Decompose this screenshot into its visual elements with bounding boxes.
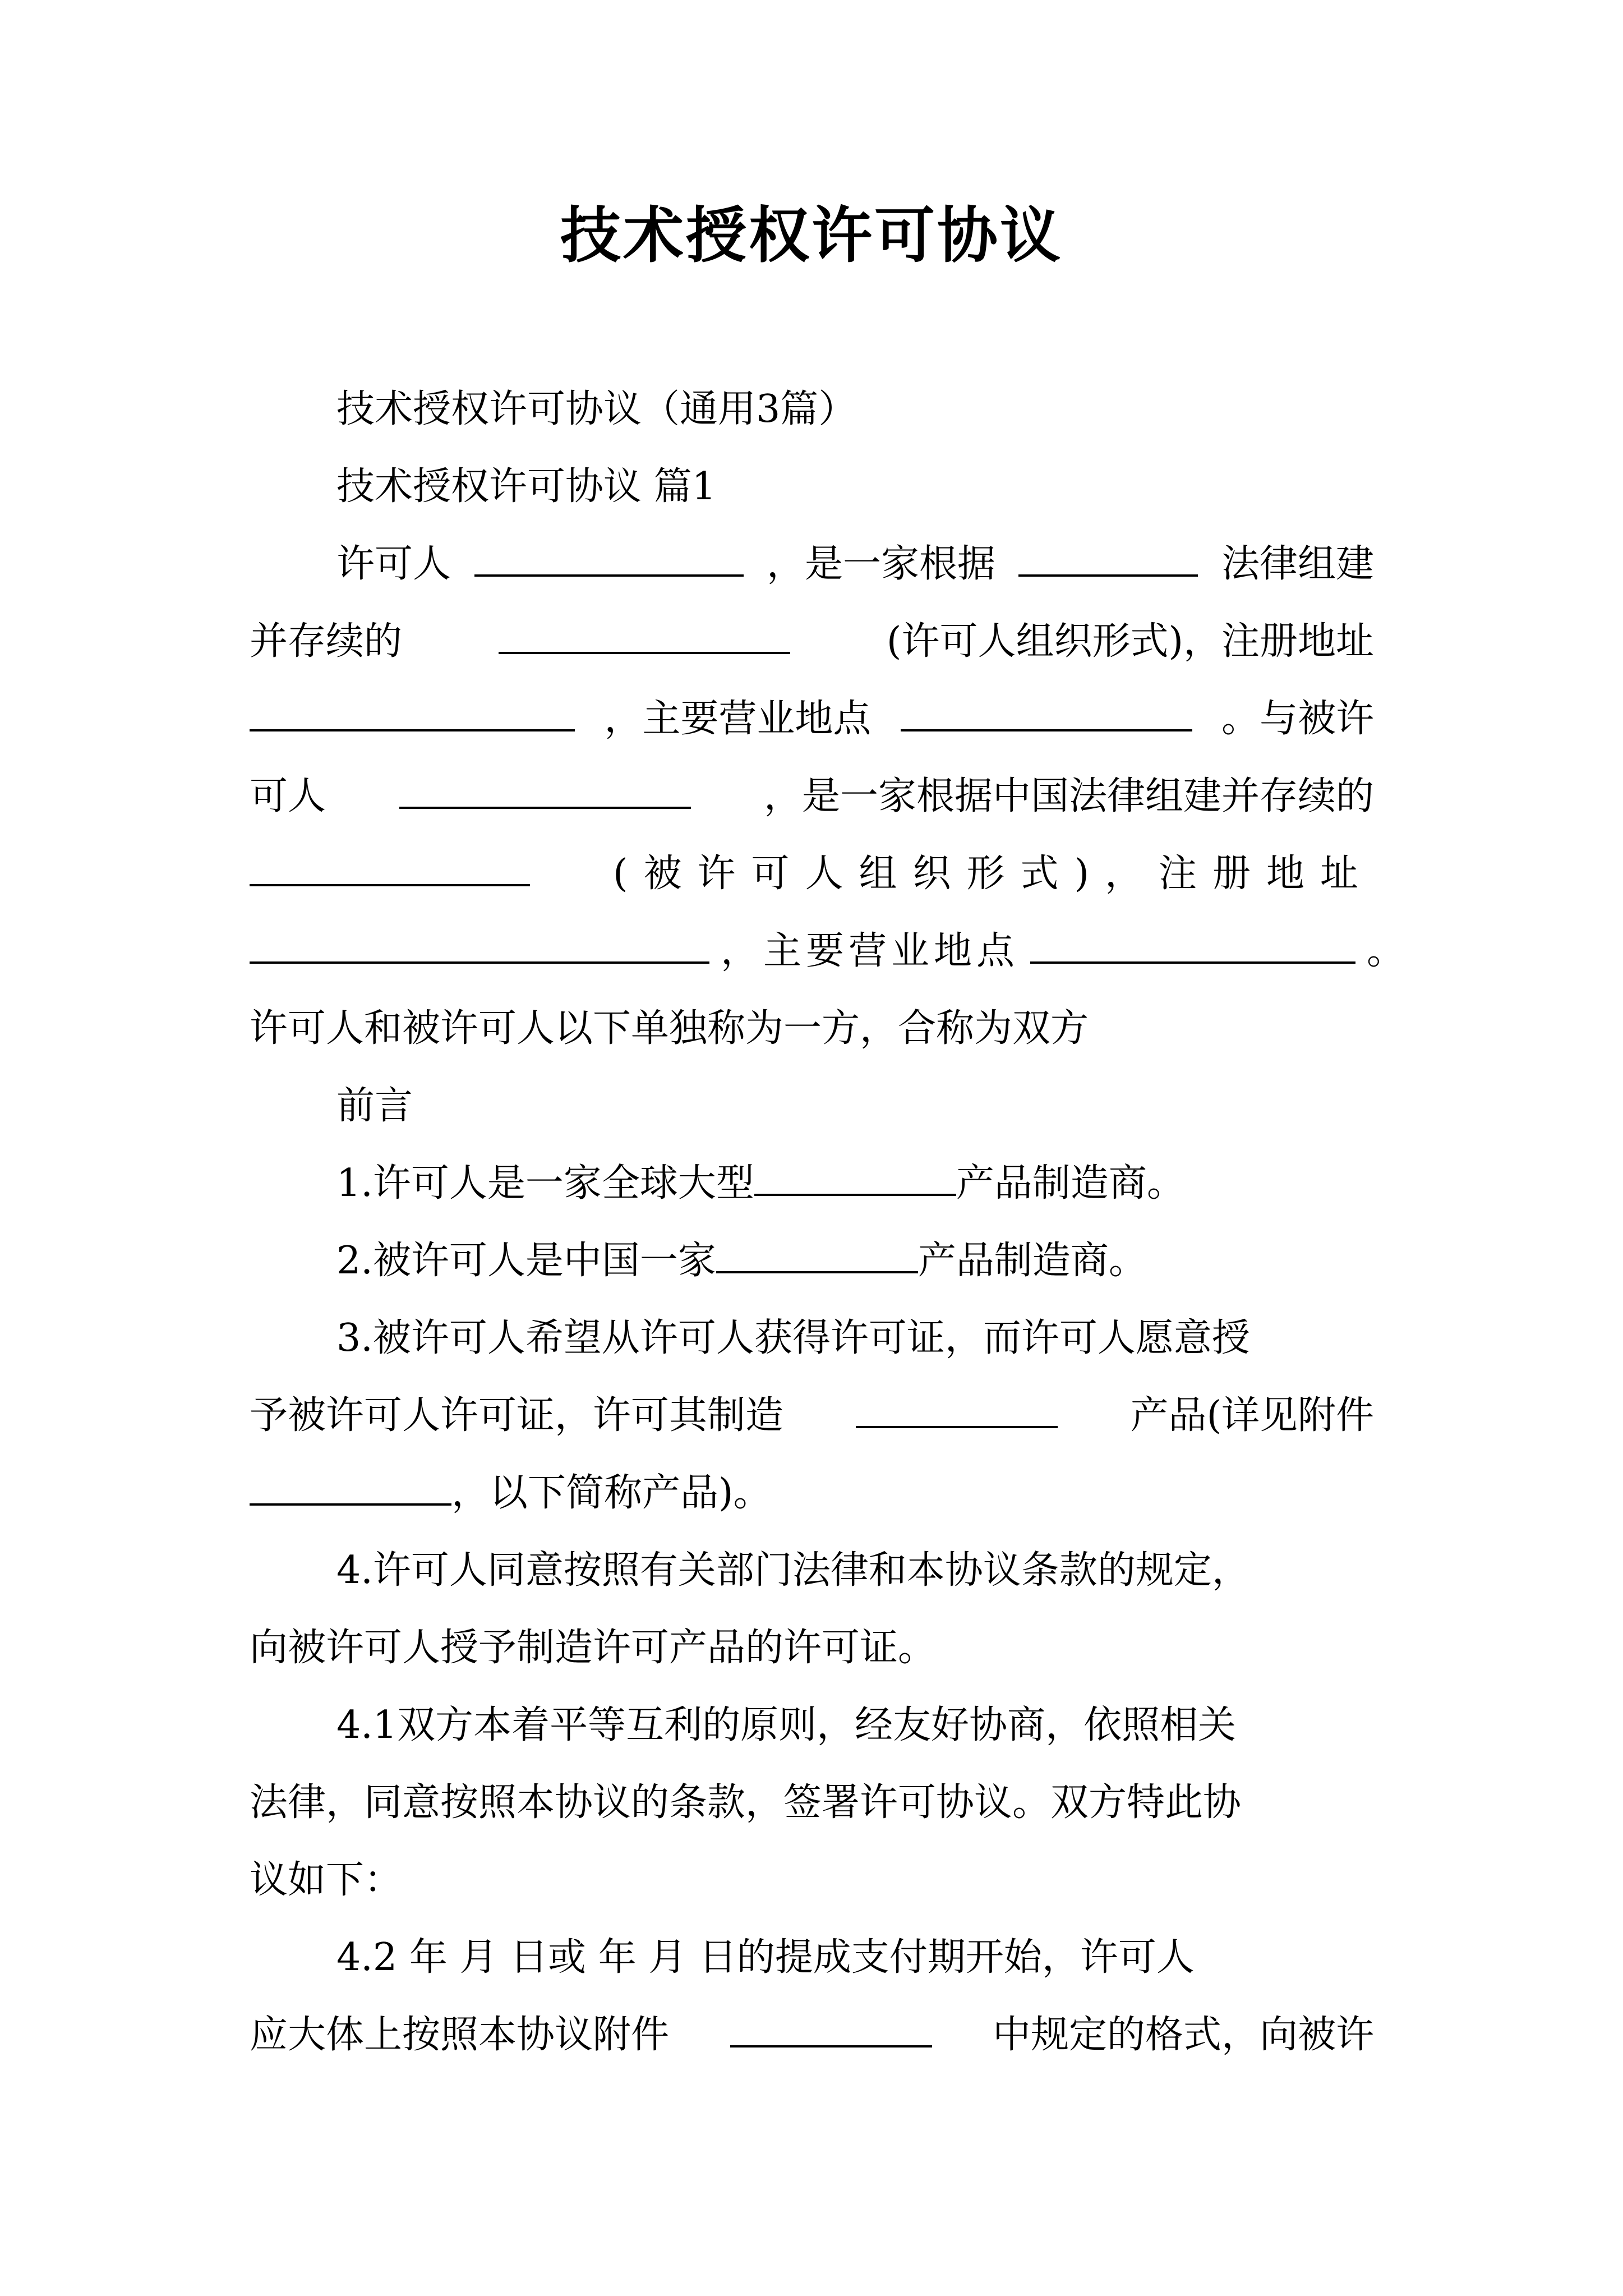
text-segment: 中规定的格式，向被许 <box>992 2013 1374 2057</box>
text-segment: 1.许可人是一家全球大型 <box>336 1161 754 1205</box>
item-4-1-line-3: 议如下： <box>250 1858 403 1902</box>
document-title: 技术授权许可协议 <box>560 200 1063 271</box>
text-segment: ，主要营业地点 <box>604 697 872 741</box>
text-segment: 2.被许可人是中国一家 <box>336 1239 716 1283</box>
fill-in-blank <box>250 1471 451 1506</box>
text-segment: 予被许可人许可证，许可其制造 <box>250 1393 784 1438</box>
fill-in-blank <box>1030 929 1355 964</box>
text-segment: 。与被许 <box>1221 697 1374 741</box>
intro-line-7: 许可人和被许可人以下单独称为一方，合称为双方 <box>250 1006 1089 1051</box>
text-segment: ，主要营业地点 <box>720 929 1019 973</box>
fill-in-blank <box>901 697 1192 731</box>
intro-line-6 <box>250 929 1405 974</box>
text-segment: ，是一家根据中国法律组建并存续的 <box>763 774 1374 818</box>
intro-line-5 <box>250 852 1374 896</box>
item-1 <box>336 1161 1374 1206</box>
fill-in-blank <box>250 852 530 886</box>
text-segment: (许可人组织形式)，注册地址 <box>886 619 1374 664</box>
fill-in-blank <box>1018 542 1198 577</box>
item-4-line-2: 向被许可人授予制造许可产品的许可证。 <box>250 1626 937 1670</box>
text-segment: ，是一家根据 <box>766 542 995 586</box>
item-3-line-1: 3.被许可人希望从许可人获得许可证，而许可人愿意授 <box>336 1316 1250 1360</box>
text-segment: 许可人 <box>336 542 451 586</box>
text-segment: 产品(详见附件 <box>1130 1393 1374 1438</box>
fill-in-blank <box>754 1161 956 1196</box>
fill-in-blank <box>499 619 790 654</box>
text-segment: 产品制造商。 <box>956 1161 1185 1205</box>
intro-line-3 <box>250 697 1374 742</box>
fill-in-blank <box>250 929 709 964</box>
item-4-2-line-1: 4.2 年 月 日或 年 月 日的提成支付期开始，许可人 <box>336 1935 1195 1980</box>
text-segment: ，以下简称产品)。 <box>451 1471 772 1515</box>
text-segment: 。 <box>1366 929 1405 973</box>
fill-in-blank <box>250 697 575 731</box>
fill-in-blank <box>399 774 691 809</box>
text-segment: 可人 <box>250 774 326 818</box>
fill-in-blank <box>716 1239 918 1273</box>
item-3-line-2 <box>250 1393 1374 1438</box>
text-segment: (被许可人组织形式)，注册地址 <box>612 852 1374 896</box>
fill-in-blank <box>856 1393 1058 1428</box>
fill-in-blank <box>730 2013 932 2047</box>
text-segment: 应大体上按照本协议附件 <box>250 2013 670 2057</box>
item-3-line-3 <box>250 1471 1374 1516</box>
item-4-1-line-2: 法律，同意按照本协议的条款，签署许可协议。双方特此协 <box>250 1780 1242 1825</box>
item-2 <box>336 1239 1374 1283</box>
subtitle: 技术授权许可协议（通用3篇） <box>336 387 857 431</box>
intro-line-1 <box>336 542 1374 587</box>
text-segment: 法律组建 <box>1221 542 1374 586</box>
item-4-1-line-1: 4.1双方本着平等互利的原则，经友好协商，依照相关 <box>336 1703 1237 1747</box>
intro-line-2 <box>250 619 1374 664</box>
text-segment: 并存续的 <box>250 619 403 664</box>
preface-heading: 前言 <box>336 1084 413 1128</box>
text-segment: 产品制造商。 <box>917 1239 1147 1283</box>
item-4-2-line-2 <box>250 2013 1374 2058</box>
section-heading: 技术授权许可协议 篇1 <box>336 464 716 509</box>
fill-in-blank <box>474 542 744 577</box>
item-4-line-1: 4.许可人同意按照有关部门法律和本协议条款的规定， <box>336 1548 1250 1593</box>
intro-line-4 <box>250 774 1374 819</box>
